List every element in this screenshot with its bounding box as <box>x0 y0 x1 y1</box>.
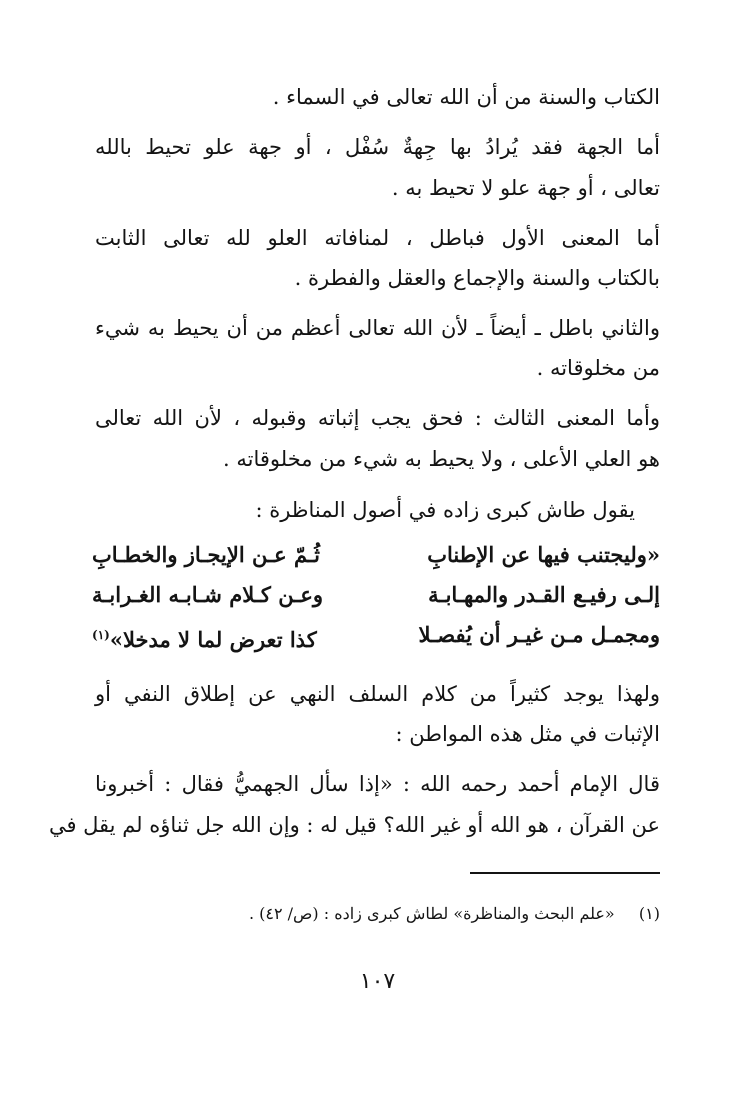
text-line-4: أما المعنى الأول فباطل ، لمنافاته العلو لله تعالى الثابت <box>95 226 660 250</box>
verse-hemistich-second: وعـن كـلام شـابـه الغـرابـة <box>92 582 324 607</box>
verse-text: كذا تعرض لما لا مدخلا» <box>109 627 317 652</box>
text-line-10: يقول طاش كبرى زاده في أصول المناظرة : <box>255 498 635 522</box>
text-line-11: ولهذا يوجد كثيراً من كلام السلف النهي عن إطلاق النفي أو <box>95 682 660 706</box>
verse-hemistich-second <box>92 618 317 657</box>
text-line-12: الإثبات في مثل هذه المواطن : <box>395 722 660 746</box>
verse-hemistich-first: إلـى رفيـع القـدر والمهـابـة <box>428 582 660 607</box>
text-line-14: عن القرآن ، هو الله أو غير الله؟ قيل له : وإن الله جل ثناؤه لم يقل في <box>48 813 660 837</box>
footnote-marker: (١) <box>92 628 110 642</box>
footnote-separator <box>470 872 660 874</box>
verse-hemistich-second: ثُـمّ عـن الإيجـاز والخطـابِ <box>92 542 320 567</box>
text-line-5: بالكتاب والسنة والإجماع والعقل والفطرة . <box>294 266 660 290</box>
footnote <box>95 900 660 928</box>
text-line-13: قال الإمام أحمد رحمه الله : «إذا سأل الجهميُّ فقال : أخبرونا <box>95 772 660 796</box>
text-line-2: أما الجهة فقد يُرادُ بها جِهةٌ سُفْل ، أو جهة علو تحيط بالله <box>95 135 660 159</box>
verse-hemistich-first: «وليجتنب فيها عن الإطنابِ <box>427 542 660 567</box>
text-line-6: والثاني باطل ـ أيضاً ـ لأن الله تعالى أعظم من أن يحيط به شيء <box>95 316 660 340</box>
text-line-3: تعالى ، أو جهة علو لا تحيط به . <box>391 176 660 200</box>
page-number: ١٠٧ <box>359 969 396 994</box>
footnote-number: (١) <box>638 904 660 923</box>
footnote-text: «علم البحث والمناظرة» لطاش كبرى زاده : (ص/ ٤٢) . <box>248 904 615 923</box>
verse-hemistich-first: ومجمـل مـن غيـر أن يُفصـلا <box>418 622 660 647</box>
verse-line-1 <box>92 538 660 572</box>
verse-line-2 <box>92 578 660 612</box>
verse-line-3 <box>92 618 660 652</box>
text-line-1: الكتاب والسنة من أن الله تعالى في السماء . <box>272 85 660 109</box>
text-line-9: هو العلي الأعلى ، ولا يحيط به شيء من مخلوقاته . <box>223 447 660 471</box>
text-line-7: من مخلوقاته . <box>536 356 660 380</box>
text-line-8: وأما المعنى الثالث : فحق يجب إثباته وقبوله ، لأن الله تعالى <box>95 406 660 430</box>
